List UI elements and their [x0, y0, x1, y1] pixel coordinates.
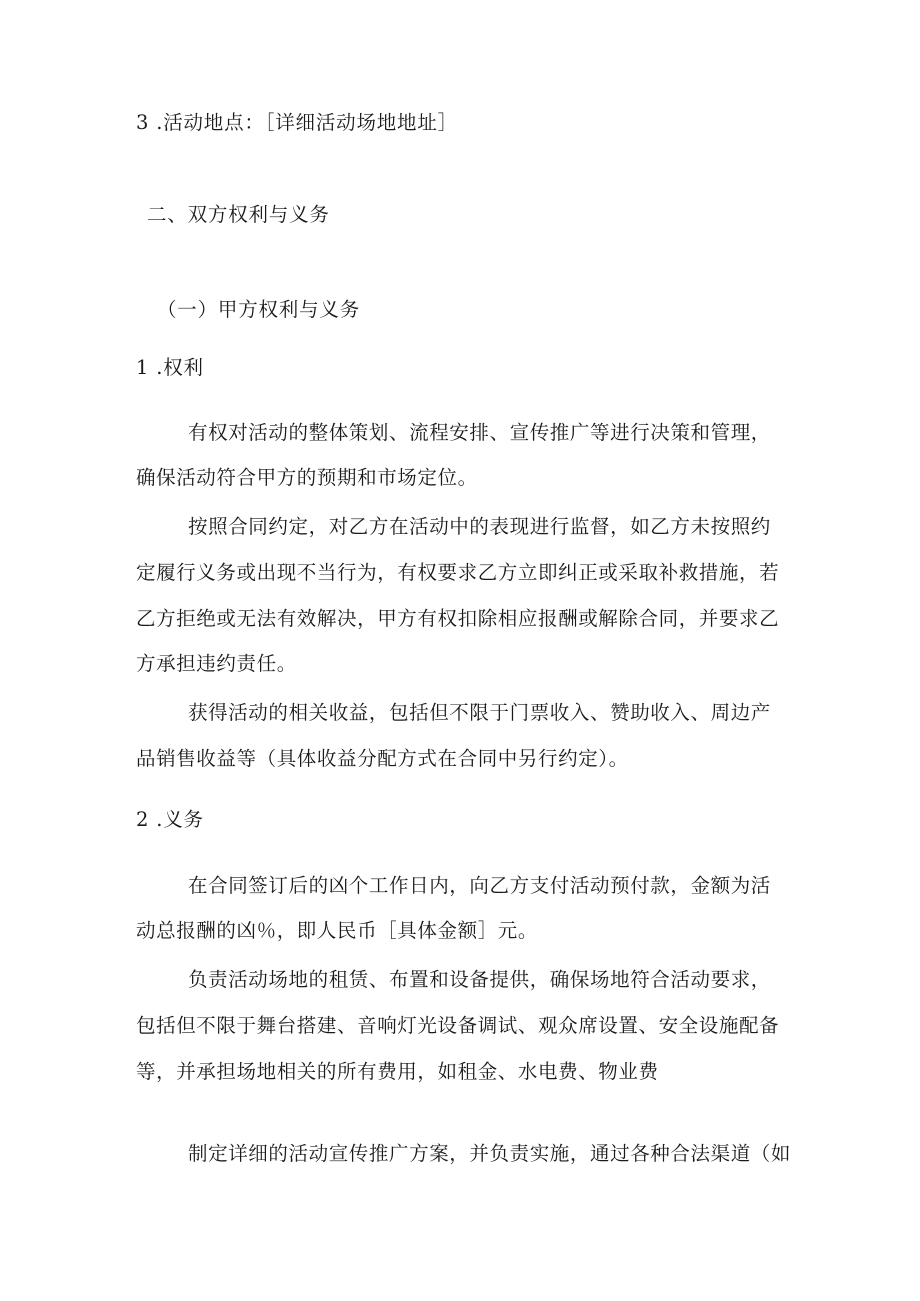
paragraph-line: 按照合同约定，对乙方在活动中的表现进行监督，如乙方未按照约: [188, 515, 771, 538]
paragraph-line: 获得活动的相关收益，包括但不限于门票收入、赞助收入、周边产: [188, 701, 771, 724]
paragraph-line: 包括但不限于舞台搭建、音响灯光设备调试、观众席设置、安全设施配备: [136, 1014, 780, 1037]
paragraph-line: 制定详细的活动宣传推广方案，并负责实施，通过各种合法渠道（如: [188, 1142, 792, 1165]
item-3-location: 3 .活动地点：［详细活动场地地址］: [136, 111, 458, 134]
paragraph-line: 乙方拒绝或无法有效解决，甲方有权扣除相应报酬或解除合同，并要求乙: [136, 607, 780, 630]
paragraph-line: 确保活动符合甲方的预期和市场定位。: [136, 466, 478, 489]
paragraph-line: 在合同签订后的凶个工作日内，向乙方支付活动预付款，金额为活: [188, 874, 771, 897]
paragraph-line: 品销售收益等（具体收益分配方式在合同中另行约定）。: [136, 747, 629, 770]
section-heading-rights-obligations: 二、双方权利与义务: [147, 203, 330, 226]
duties-heading: 2 .义务: [136, 808, 204, 831]
paragraph-line: 有权对活动的整体策划、流程安排、宣传推广等进行决策和管理，: [188, 421, 771, 444]
paragraph-line: 定履行义务或出现不当行为，有权要求乙方立即纠正或采取补救措施，若: [136, 561, 780, 584]
paragraph-line: 负责活动场地的租赁、布置和设备提供，确保场地符合活动要求，: [188, 968, 771, 991]
rights-heading: 1 .权利: [136, 356, 204, 379]
paragraph-line: 方承担违约责任。: [136, 652, 297, 675]
subsection-heading-party-a: （一）甲方权利与义务: [157, 298, 361, 321]
paragraph-line: 动总报酬的凶％，即人民币［具体金额］元。: [136, 919, 539, 942]
paragraph-line: 等，并承担场地相关的所有费用，如租金、水电费、物业费: [136, 1060, 659, 1083]
